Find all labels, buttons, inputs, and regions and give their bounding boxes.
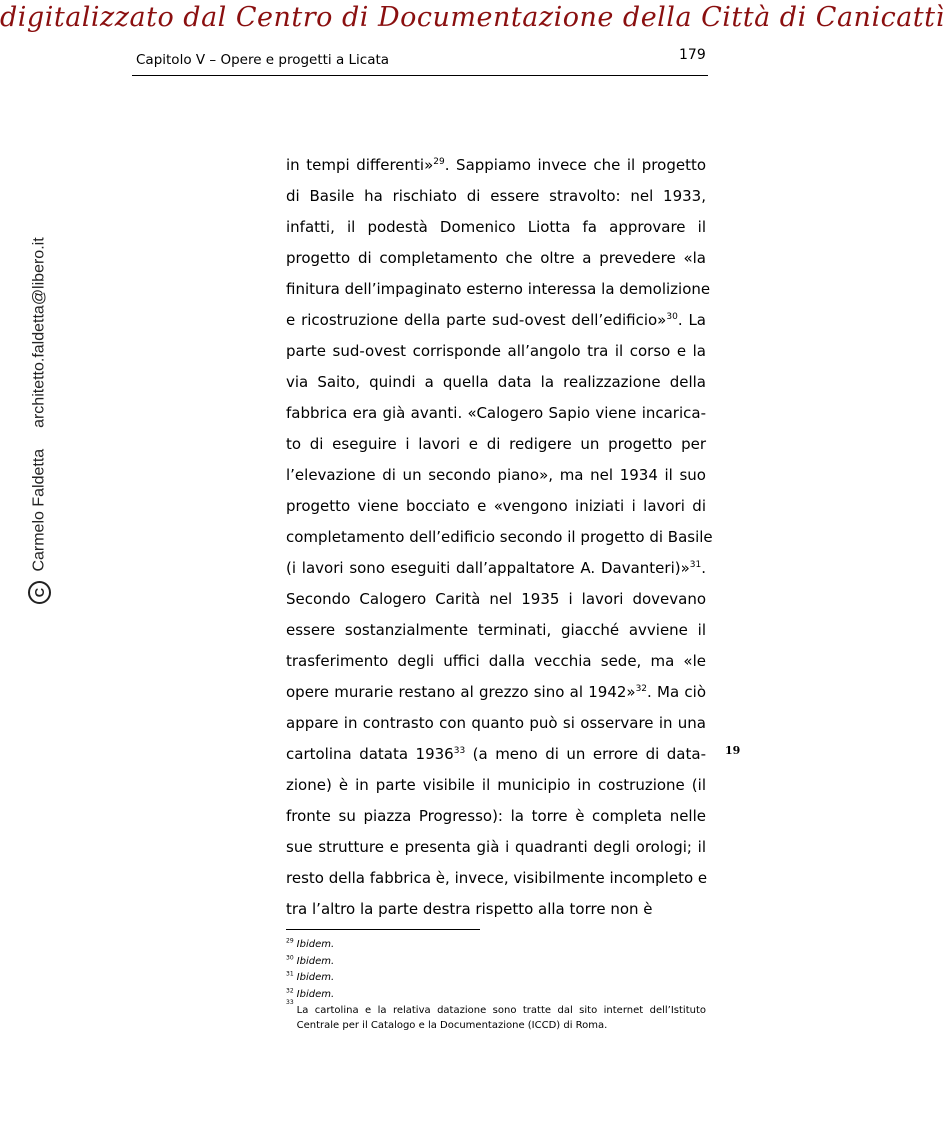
side-credit <box>28 237 51 604</box>
footnote-ref[interactable]: 31 <box>689 560 702 570</box>
footnote-ref[interactable]: 33 <box>453 746 466 756</box>
text-run: progetto viene bocciato e «vengono iniziati i lavori di <box>286 497 706 515</box>
text-line <box>286 615 706 646</box>
text-run: (i lavori sono eseguiti dall’appaltatore A. Davanteri)» <box>286 559 690 577</box>
text-line <box>286 491 706 522</box>
text-run: zione) è in parte visibile il municipio in costruzione (il <box>286 776 706 794</box>
text-run: l’elevazione di un secondo piano», ma nel 1934 il suo <box>286 466 706 484</box>
text-run: cartolina datata 1936 <box>286 745 454 763</box>
text-run: (a meno di un errore di data- <box>465 745 706 763</box>
footnote-33 <box>286 999 706 1033</box>
text-line <box>286 398 706 429</box>
text-run: resto della fabbrica è, invece, visibilmente incompleto e <box>286 869 708 887</box>
body-text <box>286 150 713 925</box>
text-run: essere sostanzialmente terminati, giacché avviene il <box>286 621 706 639</box>
text-run: fronte su piazza Progresso): la torre è completa nelle <box>286 807 706 825</box>
text-run: appare in contrasto con quanto può si osservare in una <box>286 714 706 732</box>
text-line <box>286 894 706 925</box>
footnote-number: 31 <box>286 970 294 978</box>
text-run: to di eseguire i lavori e di redigere un progetto per <box>286 435 706 453</box>
text-line <box>286 584 706 615</box>
footnote-text: Ibidem. <box>296 939 335 950</box>
text-run: e ricostruzione della parte sud-ovest dell’edificio» <box>286 311 667 329</box>
text-run: via Saito, quindi a quella data la realizzazione della <box>286 373 706 391</box>
text-run: tra l’altro la parte destra rispetto alla torre non è <box>286 900 653 918</box>
text-line <box>286 460 706 491</box>
footnote-text: Ibidem. <box>296 972 335 983</box>
text-line <box>286 429 706 460</box>
text-run: completamento dell’edificio secondo il progetto di Basile <box>286 528 713 546</box>
text-line <box>286 863 706 894</box>
page-number: 179 <box>679 47 706 63</box>
text-line <box>286 212 706 243</box>
text-run: parte sud-ovest corrisponde all’angolo tra il corso e la <box>286 342 706 360</box>
footnote-32 <box>286 987 706 1004</box>
text-run: infatti, il podestà Domenico Liotta fa approvare il <box>286 218 706 236</box>
text-run: in tempi differenti» <box>286 156 434 174</box>
text-run: finitura dell’impaginato esterno interessa la demolizione <box>286 280 711 298</box>
text-line <box>286 646 706 677</box>
text-run: . La <box>677 311 707 329</box>
text-run: . Ma ciò <box>647 683 706 701</box>
digitization-banner: digitalizzato dal Centro di Documentazione della Città di Canicattì <box>0 2 945 33</box>
text-line <box>286 367 706 398</box>
text-run: progetto di completamento che oltre a prevedere «la <box>286 249 706 267</box>
text-line <box>286 677 706 708</box>
text-line <box>286 274 711 305</box>
text-line <box>286 801 706 832</box>
footnote-number: 29 <box>286 937 294 945</box>
text-run: di Basile ha rischiato di essere stravolto: nel 1933, <box>286 187 706 205</box>
footnotes <box>286 937 706 1033</box>
text-line <box>286 522 713 553</box>
text-line <box>286 150 706 181</box>
text-line <box>286 553 706 584</box>
text-line <box>286 243 706 274</box>
text-line <box>286 708 706 739</box>
footnote-text-line: La cartolina e la relativa datazione sono tratte dal sito internet dell’Istituto <box>296 1005 706 1016</box>
footnote-ref[interactable]: 29 <box>433 157 445 167</box>
text-run: . Sappiamo invece che il progetto <box>444 156 707 174</box>
text-run: fabbrica era già avanti. «Calogero Sapio viene incarica- <box>286 404 706 422</box>
margin-number: 19 <box>725 744 741 757</box>
footnote-text-line: Centrale per il Catalogo e la Documentazione (ICCD) di Roma. <box>296 1020 608 1031</box>
footnote-rule <box>286 929 480 930</box>
footnote-number: 33 <box>286 999 294 1006</box>
text-line <box>286 305 706 336</box>
footnote-30 <box>286 954 706 971</box>
text-line <box>286 832 706 863</box>
text-line <box>286 739 706 770</box>
footnote-number: 30 <box>286 954 294 962</box>
credit-email[interactable]: architetto.faldetta@libero.it <box>30 237 48 428</box>
text-line <box>286 181 706 212</box>
text-run: opere murarie restano al grezzo sino al 1942» <box>286 683 636 701</box>
running-title: Capitolo V – Opere e progetti a Licata <box>136 52 390 68</box>
footnote-ref[interactable]: 32 <box>635 684 648 694</box>
text-run: Secondo Calogero Carità nel 1935 i lavori dovevano <box>286 590 706 608</box>
header-rule <box>132 75 708 76</box>
footnote-text: Ibidem. <box>296 988 335 1000</box>
footnote-29 <box>286 937 706 954</box>
footnote-text: Ibidem. <box>296 955 335 967</box>
text-run: trasferimento degli uffici dalla vecchia sede, ma «le <box>286 652 706 670</box>
footnote-ref[interactable]: 30 <box>666 312 678 322</box>
text-run: . <box>701 559 706 577</box>
credit-author: Carmelo Faldetta <box>30 448 48 572</box>
text-line <box>286 770 706 801</box>
text-line <box>286 336 706 367</box>
text-run: sue strutture e presenta già i quadranti degli orologi; il <box>286 838 706 856</box>
copyright-icon: C <box>28 581 51 604</box>
footnote-number: 32 <box>286 987 294 995</box>
footnote-31 <box>286 970 706 987</box>
